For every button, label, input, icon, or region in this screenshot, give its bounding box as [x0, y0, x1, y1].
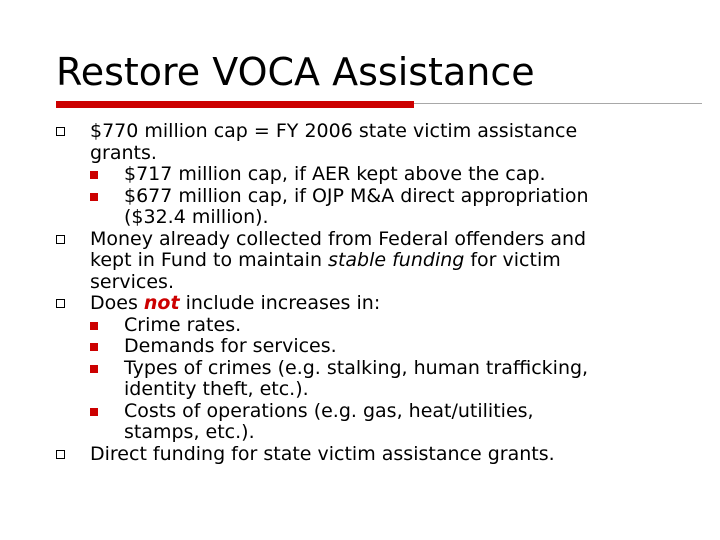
sub-bullet-text: Demands for services.: [124, 335, 337, 357]
emphasis-not: not: [143, 292, 180, 314]
sub-bullet-text: Types of crimes (e.g. stalking, human trafficking,: [124, 356, 589, 379]
sub-bullet-text: Crime rates.: [124, 313, 242, 336]
bullet-text-segment: include increases in:: [179, 292, 381, 314]
bullet-direct-funding: [56, 444, 706, 466]
sub-bullet-aer: [56, 164, 706, 186]
bullet-continuation: [56, 250, 706, 272]
bullet-text-segment: kept in Fund to maintain: [90, 249, 329, 271]
bullet-text: $770 million cap = FY 2006 state victim assistance: [90, 120, 578, 142]
sub-bullet-demands: [56, 336, 706, 358]
sub-bullet-text: Costs of operations (e.g. gas, heat/utilities,: [124, 399, 534, 422]
bullet-cap: [56, 121, 706, 143]
bullet-money: [56, 229, 706, 251]
hollow-square-bullet-icon: [56, 127, 65, 136]
sub-bullet-continuation: identity theft, etc.).: [124, 378, 309, 400]
bullet-text: Money already collected from Federal offenders and: [90, 227, 587, 250]
hollow-square-bullet-icon: [56, 299, 65, 308]
bullet-text: Direct funding for state victim assistance grants.: [90, 442, 555, 465]
title-accent-bar: [56, 101, 414, 108]
filled-square-bullet-icon: [90, 343, 98, 351]
bullet-text-segment: Does: [90, 292, 144, 314]
slide-title: Restore VOCA Assistance: [56, 50, 535, 94]
filled-square-bullet-icon: [90, 171, 98, 179]
bullet-continuation: grants.: [90, 141, 157, 164]
sub-bullet-continuation: ($32.4 million).: [124, 206, 269, 228]
sub-bullet-continuation: stamps, etc.).: [124, 421, 255, 443]
bullet-continuation: services.: [90, 270, 174, 293]
filled-square-bullet-icon: [90, 322, 98, 330]
hollow-square-bullet-icon: [56, 450, 65, 459]
bullet-does-not-include: [56, 293, 706, 315]
bullet-text-segment: for victim: [464, 249, 561, 271]
sub-bullet-text: $677 million cap, if OJP M&A direct appropriation: [124, 184, 589, 207]
filled-square-bullet-icon: [90, 365, 98, 373]
filled-square-bullet-icon: [90, 408, 98, 416]
sub-bullet-crime-rates: [56, 315, 706, 337]
emphasis-stable-funding: stable funding: [328, 249, 465, 271]
filled-square-bullet-icon: [90, 193, 98, 201]
sub-bullet-text: $717 million cap, if AER kept above the cap.: [124, 163, 546, 185]
sub-bullet-costs: [56, 401, 706, 423]
slide-body: [56, 121, 706, 465]
hollow-square-bullet-icon: [56, 235, 65, 244]
sub-bullet-types-of-crimes: [56, 358, 706, 380]
sub-bullet-ojp: [56, 186, 706, 208]
